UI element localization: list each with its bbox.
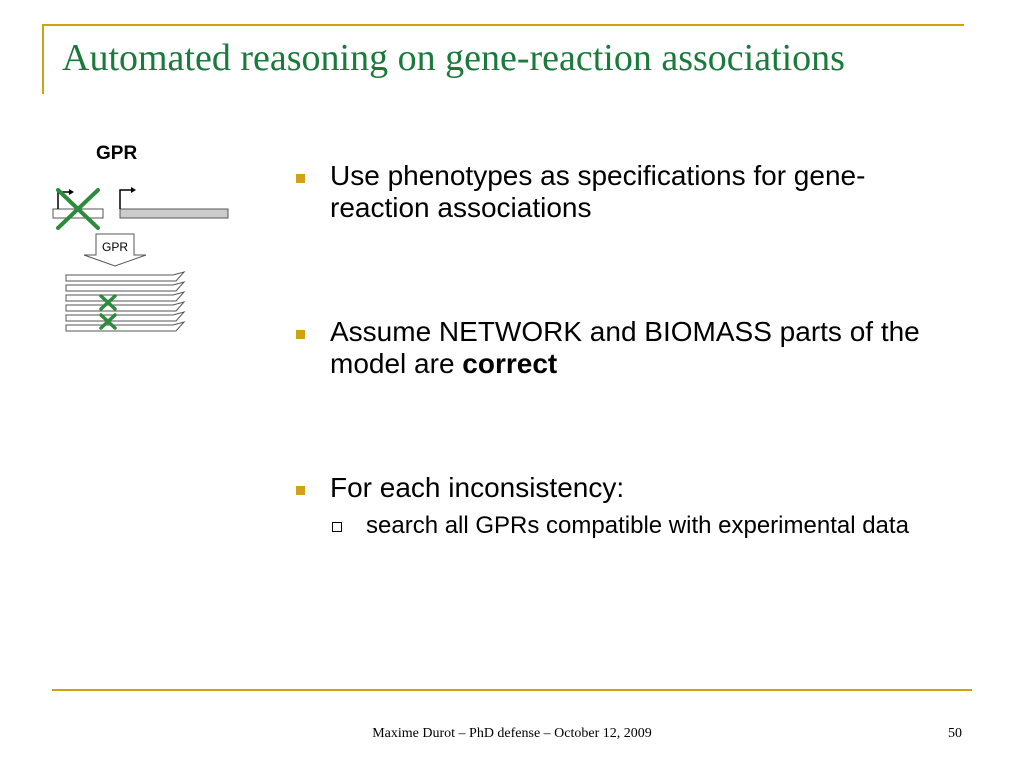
- bullet-text: For each inconsistency:: [330, 472, 625, 503]
- page-number: 50: [948, 726, 962, 741]
- footer-text: Maxime Durot – PhD defense – October 12, 2009: [372, 726, 652, 741]
- gpr-diagram: [48, 140, 238, 340]
- sub-bullet-item: [330, 512, 966, 540]
- bullet-item: [290, 160, 960, 224]
- bullet-item: [290, 316, 960, 380]
- promoter-arrow-icon: [120, 190, 132, 209]
- hollow-square-bullet-icon: [332, 522, 342, 532]
- bullet-text-regular: Assume NETWORK and BIOMASS parts of the model are: [330, 316, 920, 379]
- sub-bullet-text: search all GPRs compatible with experimental data: [366, 512, 909, 539]
- square-bullet-icon: [296, 486, 305, 495]
- reaction-arrow-icon: [66, 282, 184, 291]
- slide-title: Automated reasoning on gene-reaction associations: [62, 37, 845, 79]
- left-frame-rule: [42, 24, 44, 94]
- reaction-arrow-icon: [66, 322, 184, 331]
- gene-track: [53, 187, 228, 218]
- square-bullet-icon: [296, 330, 305, 339]
- reaction-arrow-icon: [66, 302, 184, 311]
- gpr-arrow-label: GPR: [101, 240, 129, 254]
- bullet-text: Use phenotypes as specifications for gene-reaction associations: [330, 160, 866, 223]
- reaction-arrow-icon: [66, 312, 184, 321]
- bullet-text-bold: correct: [462, 348, 558, 379]
- square-bullet-icon: [296, 174, 305, 183]
- gpr-diagram-title: GPR: [96, 143, 138, 164]
- reaction-arrow-icon: [66, 292, 184, 301]
- sub-bullet-list: [330, 512, 966, 540]
- reaction-arrow-icon: [66, 272, 184, 281]
- footer-rule: [52, 689, 972, 691]
- gene-segment-right: [120, 209, 228, 218]
- promoter-arrow-head-icon: [69, 189, 74, 195]
- promoter-arrow-head-icon: [131, 187, 136, 193]
- top-frame-rule: [42, 24, 964, 26]
- bullet-item: [290, 472, 966, 540]
- reaction-set: [66, 272, 184, 331]
- bullet-text: [330, 316, 960, 380]
